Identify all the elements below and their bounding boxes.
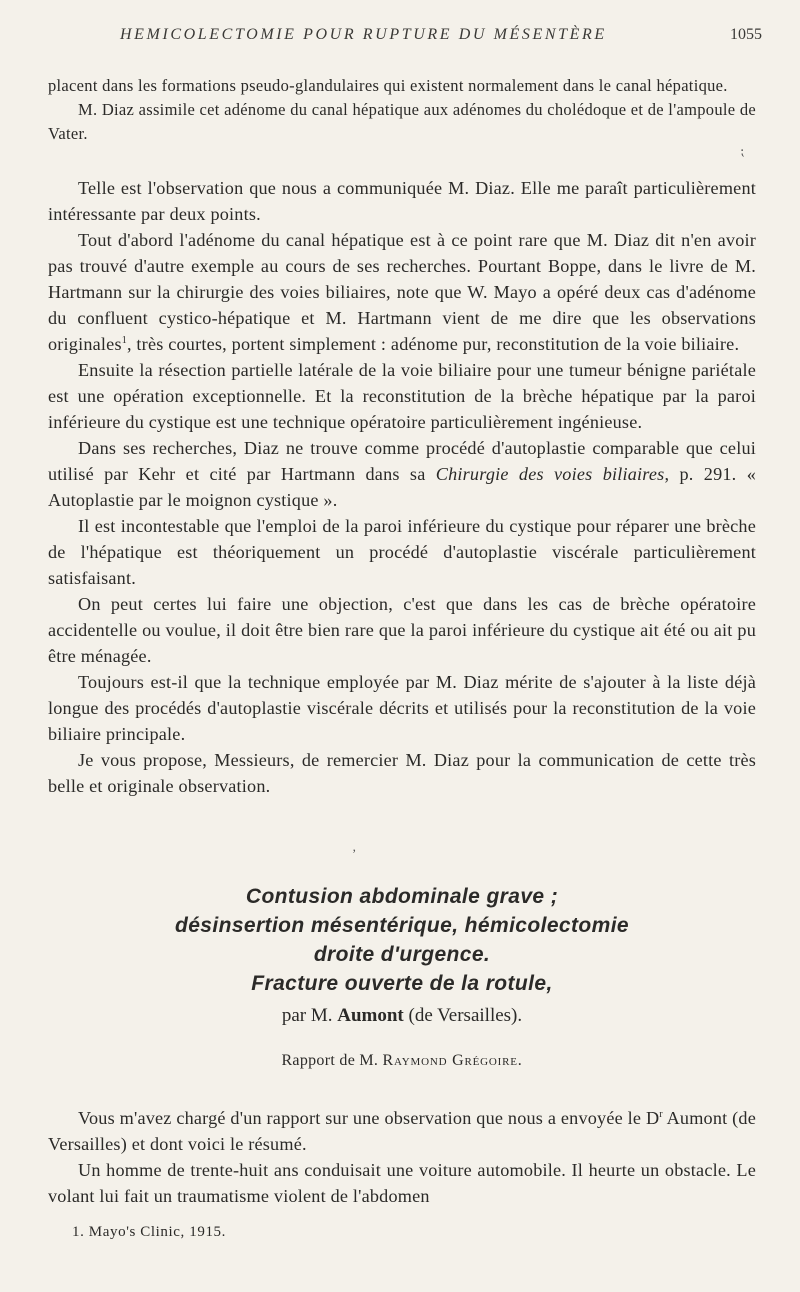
commentary-paragraph-3: Ensuite la résection partielle latérale de la voie biliaire pour une tumeur bénigne pariétale est une opération exceptionnelle. Et la reconstitution de la brèche hépatique par la paroi inférieure du cystique est une technique opératoire particulièrement ingénieuse. [48, 360, 756, 432]
article-title [48, 882, 756, 998]
commentary-p4-text-a: Dans ses recherches, Diaz ne trouve comme procédé d'autoplastie comparable que celui utilisé par Kehr et cité par Hartmann dans sa [48, 438, 756, 484]
commentary-p4-text-b: , p. 291. « Autoplastie par le moignon cystique ». [48, 464, 757, 510]
article-title-line-3: droite d'urgence. [313, 943, 491, 966]
print-speck: ⁏ [740, 143, 745, 158]
page-number: 1055 [730, 26, 762, 43]
author-suffix: (de Versailles). [408, 1005, 523, 1026]
report-body [48, 1105, 756, 1209]
report-p1-text-a: Vous m'avez chargé d'un rapport sur une observation que nous a envoyée le D [78, 1108, 660, 1128]
print-speck: ʼ [352, 846, 357, 861]
commentary-paragraph-7: Toujours est-il que la technique employée par M. Diaz mérite de s'ajouter à la liste déjà longue des procédés d'autoplastie viscérale décrits et utilisés pour la reconstitution de la voie biliaire principale. [48, 672, 756, 744]
footnote: 1. Mayo's Clinic, 1915. [72, 1224, 226, 1240]
commentary-paragraph-1: Telle est l'observation que nous a communiquée M. Diaz. Elle me paraît particulièrement intéressante par deux points. [48, 178, 756, 224]
commentary-p2-text-b: , très courtes, portent simplement : adénome pur, reconstitution de la voie biliaire. [126, 334, 740, 354]
reporter-name: Raymond Grégoire. [382, 1052, 523, 1069]
intro-section [48, 74, 756, 146]
commentary-paragraph-6: On peut certes lui faire une objection, c'est que dans les cas de brèche opératoire accidentelle ou voulue, il doit être bien rare que la paroi inférieure du cystique ait été ou ait pu être ménagée. [48, 594, 756, 666]
running-title: HEMICOLECTOMIE POUR RUPTURE DU MÉSENTÈRE [120, 26, 607, 43]
report-paragraph-1 [48, 1105, 756, 1157]
commentary-section [48, 175, 756, 799]
article-author [48, 1005, 756, 1027]
report-line [48, 1052, 756, 1070]
commentary-paragraph-4 [48, 435, 756, 513]
commentary-paragraph-2 [48, 227, 756, 357]
article-title-line-4: Fracture ouverte de la rotule, [251, 972, 553, 995]
commentary-p2-text-a: Tout d'abord l'adénome du canal hépatique est à ce point rare que M. Diaz dit n'en avoir pas trouvé d'autre exemple au cours de ses recherches. Pourtant Boppe, dans le livre de M. Hartmann sur la chirurgie des voies biliaires, note que W. Mayo a opéré deux cas d'adénome du confluent cystico-hépatique et M. Hartmann vient de me dire que les observations originales [48, 230, 756, 354]
report-paragraph-2: Un homme de trente-huit ans conduisait une voiture automobile. Il heurte un obstacle. Le volant lui fait un traumatisme violent de l'abdomen [48, 1160, 756, 1206]
author-prefix: par M. [281, 1005, 333, 1026]
doctor-abbrev-sup: r [659, 1108, 663, 1120]
report-p1-text-b: Aumont (de Versailles) et dont voici le résumé. [48, 1108, 756, 1154]
report-prefix: Rapport de M. [281, 1052, 379, 1069]
author-name: Aumont [337, 1005, 404, 1026]
commentary-paragraph-5: Il est incontestable que l'emploi de la paroi inférieure du cystique pour réparer une brèche de l'hépatique est théoriquement un procédé d'autoplastie viscérale particulièrement satisfaisant. [48, 516, 756, 588]
commentary-paragraph-8: Je vous propose, Messieurs, de remercier M. Diaz pour la communication de cette très belle et originale observation. [48, 750, 756, 796]
article-title-line-1: Contusion abdominale grave ; [245, 885, 559, 908]
book-title: Chirurgie des voies biliaires [435, 464, 665, 484]
footnote-reference: 1 [121, 334, 127, 346]
article-title-line-2: désinsertion mésentérique, hémicolectomie [174, 914, 630, 937]
intro-paragraph-1: placent dans les formations pseudo-glandulaires qui existent normalement dans le canal hépatique. [48, 76, 728, 95]
intro-paragraph-2: M. Diaz assimile cet adénome du canal hépatique aux adénomes du cholédoque et de l'ampoule de Vater. [48, 100, 756, 143]
